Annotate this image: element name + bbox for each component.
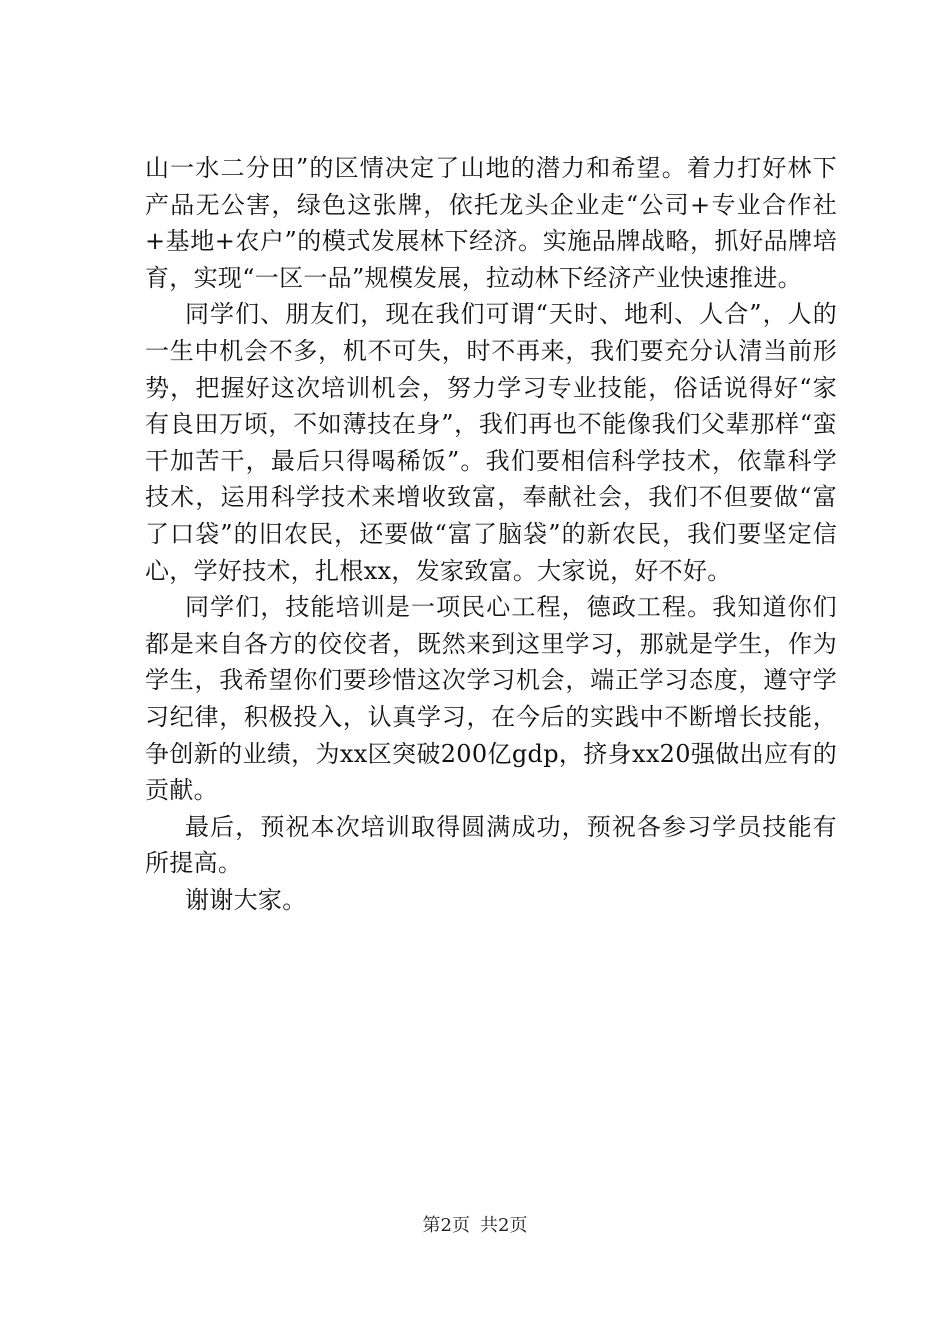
paragraph: 谢谢大家。: [185, 885, 307, 914]
paragraph: 最后，预祝本次培训取得圆满成功，预祝各参习学员技能有所提高。: [145, 812, 837, 878]
page-total: 共2页: [480, 1215, 528, 1236]
page-footer: [0, 1214, 950, 1238]
page-number: 第2页: [422, 1215, 470, 1236]
document-body: [145, 150, 837, 918]
paragraph: 同学们、朋友们，现在我们可谓“天时、地利、人合”，人的一生中机会不多，机不可失，时不再来，我们要充分认清当前形势，把握好这次培训机会，努力学习专业技能，俗话说得好“家有良田万顷，不如薄技在身”，我们再也不能像我们父辈那样“蛮干加苦干，最后只得喝稀饭”。我们要相信科学技术，依靠科学技术，运用科学技术来增收致富，奉献社会，我们不但要做“富了口袋”的旧农民，还要做“富了脑袋”的新农民，我们要坚定信心，学好技术，扎根xx，发家致富。大家说，好不好。: [145, 300, 837, 585]
paragraph: 山一水二分田”的区情决定了山地的潜力和希望。着力打好林下产品无公害，绿色这张牌，依托龙头企业走“公司+专业合作社+基地+农户”的模式发展林下经济。实施品牌战略，抓好品牌培育，实现“一区一品”规模发展，拉动林下经济产业快速推进。: [145, 154, 837, 292]
paragraph: 同学们，技能培训是一项民心工程，德政工程。我知道你们都是来自各方的佼佼者，既然来到这里学习，那就是学生，作为学生，我希望你们要珍惜这次学习机会，端正学习态度，遵守学习纪律，积极投入，认真学习，在今后的实践中不断增长技能，争创新的业绩，为xx区突破200亿gdp，挤身xx20强做出应有的贡献。: [145, 593, 837, 805]
